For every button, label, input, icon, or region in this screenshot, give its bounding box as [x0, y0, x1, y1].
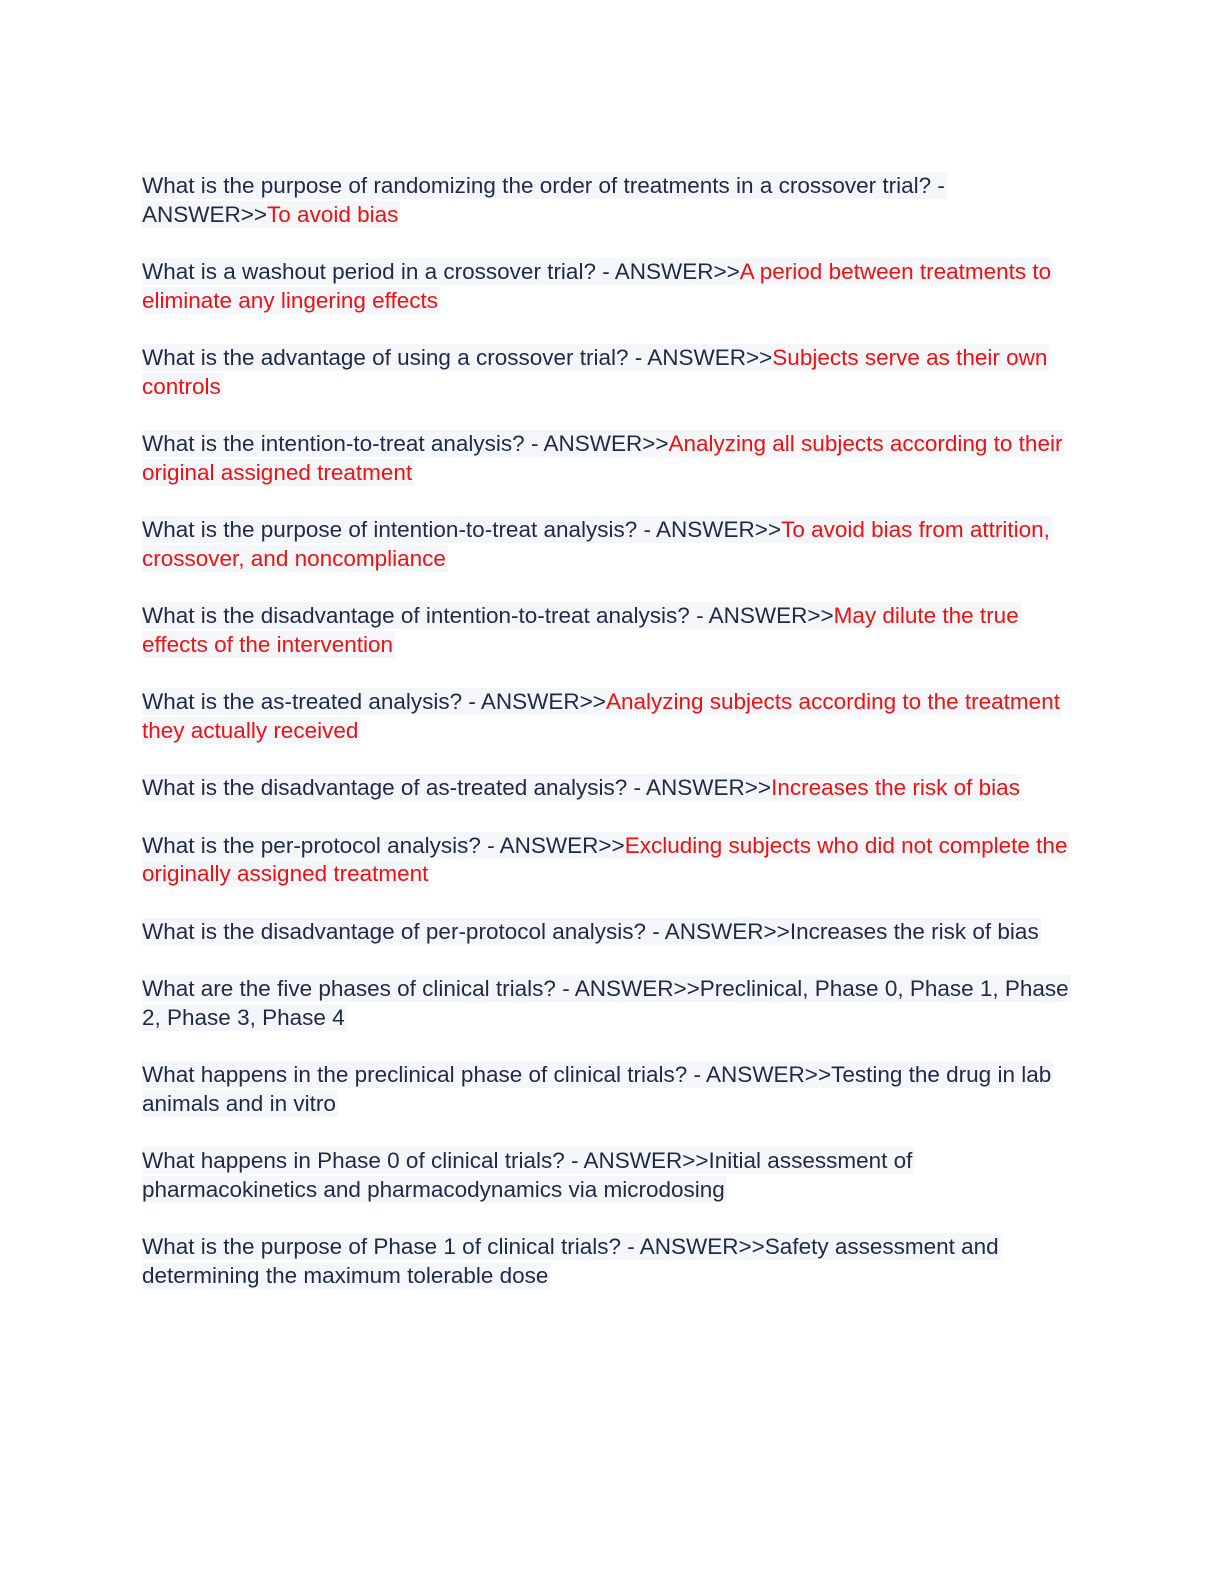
qa-item — [142, 1233, 1082, 1290]
qa-item — [142, 774, 1082, 803]
qa-text — [142, 602, 1021, 658]
question-text: What is the purpose of randomizing the order of treatments in a crossover trial? - ANSWER>> — [142, 173, 945, 227]
qa-item — [142, 688, 1082, 745]
answer-text: A period between treatments to eliminate any lingering effects — [142, 259, 1052, 313]
qa-item — [142, 832, 1082, 889]
question-text: What is the per-protocol analysis? - ANSWER>> — [142, 832, 625, 858]
qa-item — [142, 258, 1082, 315]
question-text: What is a washout period in a crossover trial? - ANSWER>> — [142, 259, 740, 284]
qa-text — [142, 258, 1053, 314]
qa-text — [142, 172, 947, 228]
question-text: What is the disadvantage of as-treated analysis? - ANSWER>> — [142, 775, 772, 800]
qa-item — [142, 1147, 1082, 1204]
qa-text — [142, 344, 1049, 400]
question-text: What happens in the preclinical phase of clinical trials? - ANSWER>> — [142, 1062, 832, 1087]
question-text: What happens in Phase 0 of clinical trials? - ANSWER>> — [142, 1148, 709, 1173]
question-text: What is the disadvantage of intention-to-treat analysis? - ANSWER>> — [142, 603, 834, 628]
qa-text — [142, 688, 1062, 744]
qa-item — [142, 344, 1082, 401]
qa-item — [142, 918, 1082, 947]
question-text: What is the as-treated analysis? - ANSWER>> — [142, 689, 606, 714]
question-text: What is the advantage of using a crossover trial? - ANSWER>> — [142, 345, 773, 370]
answer-text: Analyzing all subjects according to their original assigned treatment — [142, 431, 1063, 485]
answer-text: Excluding subjects who did not complete the originally assigned treatment — [142, 832, 1068, 886]
qa-text — [142, 1061, 1053, 1117]
question-text: What is the disadvantage of per-protocol analysis? - ANSWER>> — [142, 918, 790, 944]
qa-item — [142, 430, 1082, 487]
answer-text: Initial assessment of pharmacokinetics and pharmacodynamics via microdosing — [142, 1148, 913, 1202]
answer-text: To avoid bias from attrition, crossover, and noncompliance — [142, 517, 1050, 571]
qa-item — [142, 516, 1082, 573]
qa-item — [142, 172, 1082, 229]
answer-text: Analyzing subjects according to the treatment they actually received — [142, 689, 1060, 743]
qa-list — [142, 172, 1082, 1319]
answer-text: Increases the risk of bias — [771, 775, 1020, 800]
answer-text: Increases the risk of bias — [789, 918, 1039, 944]
qa-text — [142, 975, 1071, 1031]
question-text: What are the five phases of clinical trials? - ANSWER>> — [142, 976, 700, 1001]
qa-text — [142, 1147, 914, 1203]
question-text: What is the purpose of intention-to-treat analysis? - ANSWER>> — [142, 517, 782, 542]
qa-item — [142, 975, 1082, 1032]
answer-text: Testing the drug in lab animals and in vitro — [142, 1062, 1052, 1116]
qa-item — [142, 1061, 1082, 1118]
question-text: What is the purpose of Phase 1 of clinical trials? - ANSWER>> — [142, 1234, 765, 1259]
qa-text — [142, 774, 1022, 801]
answer-text: To avoid bias — [267, 201, 399, 227]
qa-text — [142, 832, 1069, 888]
qa-text — [142, 516, 1052, 572]
answer-text: Safety assessment and determining the maximum tolerable dose — [142, 1234, 999, 1288]
qa-text — [142, 430, 1064, 486]
answer-text: Preclinical, Phase 0, Phase 1, Phase 2, Phase 3, Phase 4 — [142, 976, 1069, 1030]
qa-text — [142, 1233, 1001, 1289]
qa-item — [142, 602, 1082, 659]
qa-text — [142, 918, 1041, 945]
question-text: What is the intention-to-treat analysis? - ANSWER>> — [142, 431, 669, 456]
answer-text: May dilute the true effects of the intervention — [142, 603, 1019, 657]
answer-text: Subjects serve as their own controls — [142, 345, 1048, 399]
